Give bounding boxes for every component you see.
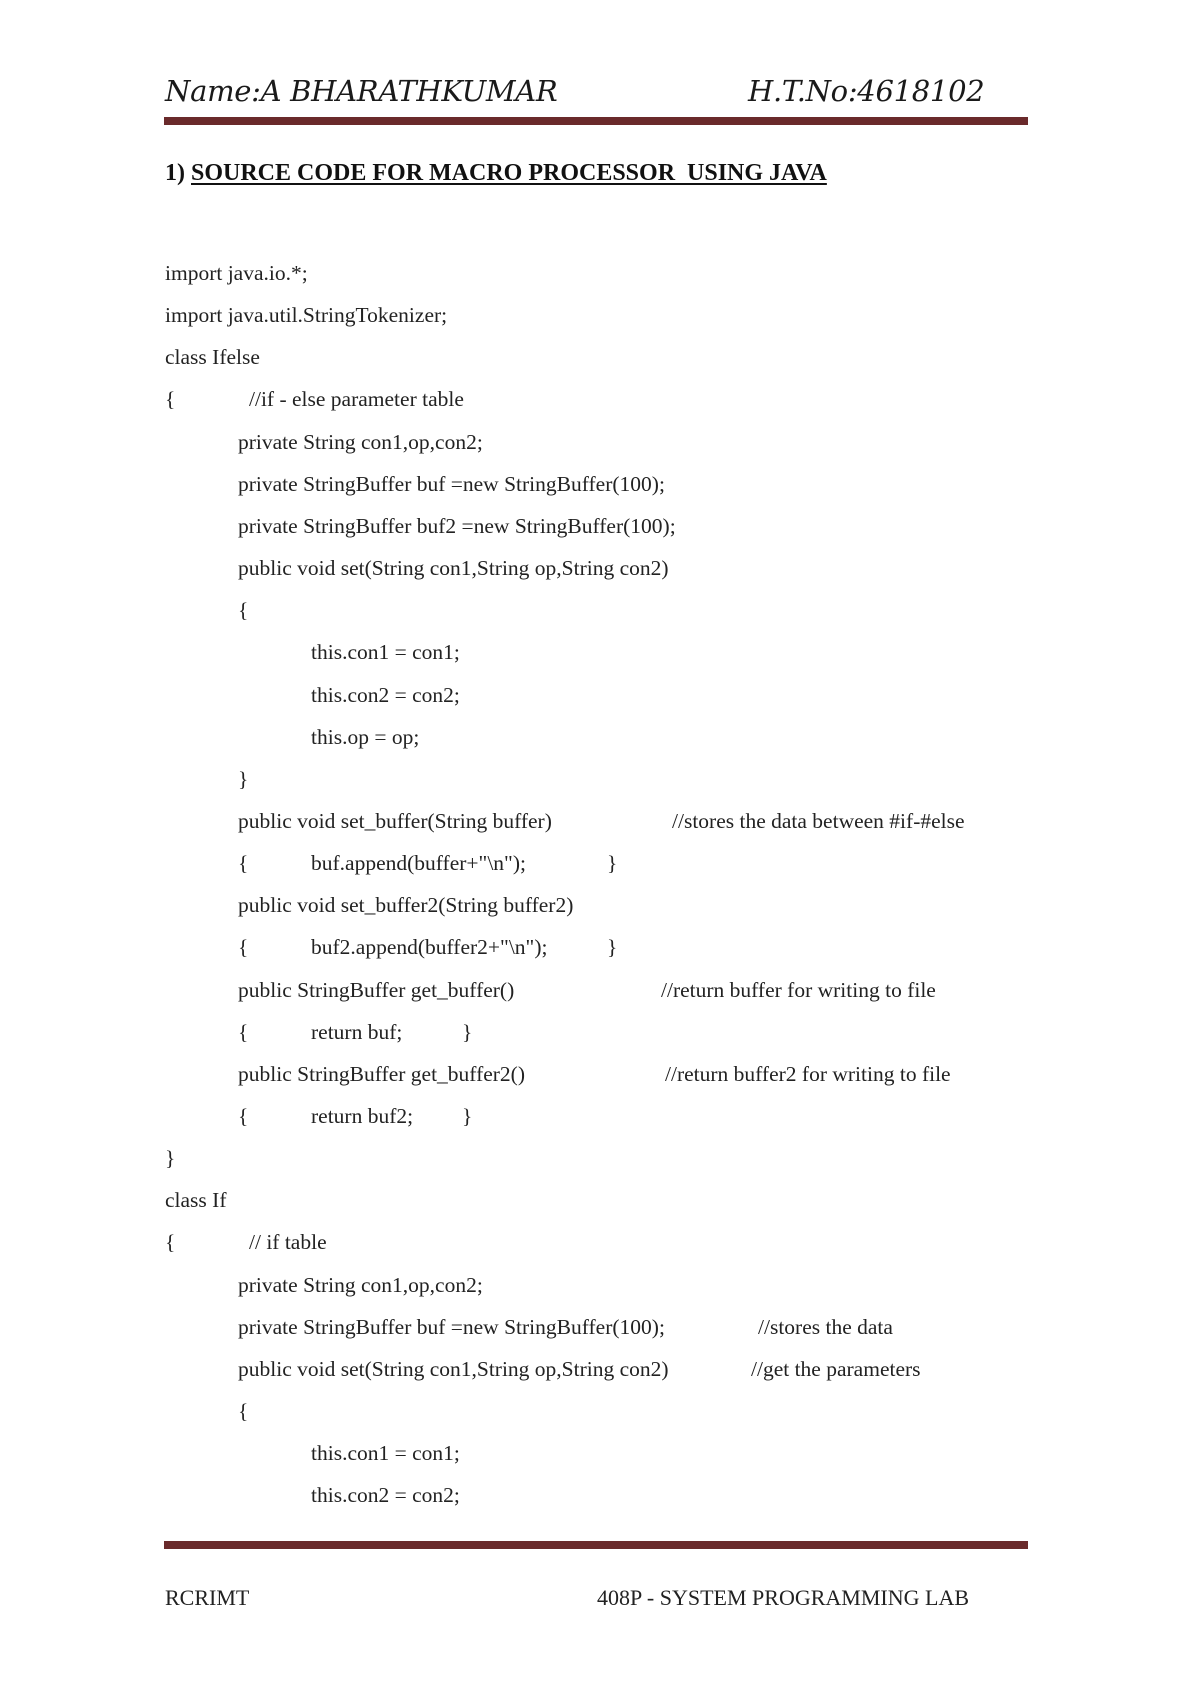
header-hall-ticket-number: H.T.No:4618102 — [748, 74, 985, 108]
code-line: private StringBuffer buf =new StringBuffer(100); — [238, 472, 665, 496]
code-line: public void set(String con1,String op,String con2) — [238, 556, 669, 580]
code-line: public StringBuffer get_buffer() — [238, 978, 515, 1002]
code-line: { — [238, 598, 249, 622]
code-comment: //return buffer2 for writing to file — [665, 1062, 951, 1086]
code-comment: // if table — [249, 1230, 327, 1254]
section-title-text: SOURCE CODE FOR MACRO PROCESSOR USING JAVA — [191, 160, 827, 186]
code-comment: //stores the data between #if-#else — [672, 809, 965, 833]
code-line: { — [238, 1399, 249, 1423]
code-line: public StringBuffer get_buffer2() — [238, 1062, 525, 1086]
code-line: import java.io.*; — [165, 261, 308, 285]
code-line-closing-brace: } — [607, 851, 618, 875]
code-line-closing-brace: } — [462, 1104, 473, 1128]
code-line: { — [165, 1230, 176, 1254]
code-line-inner-statement: buf.append(buffer+"\n"); — [311, 851, 526, 875]
code-line: class Ifelse — [165, 345, 260, 369]
code-line: { — [165, 387, 176, 411]
code-line-closing-brace: } — [607, 935, 618, 959]
code-comment: //get the parameters — [751, 1357, 921, 1381]
code-line-inner-statement: return buf2; — [311, 1104, 414, 1128]
code-comment: //return buffer for writing to file — [661, 978, 936, 1002]
code-line: private StringBuffer buf =new StringBuffer(100); — [238, 1315, 665, 1339]
code-line: private String con1,op,con2; — [238, 430, 483, 454]
code-line: this.con1 = con1; — [311, 1441, 460, 1465]
code-line: private StringBuffer buf2 =new StringBuffer(100); — [238, 514, 676, 538]
code-line: import java.util.StringTokenizer; — [165, 303, 448, 327]
code-line-closing-brace: } — [462, 1020, 473, 1044]
code-line: this.con1 = con1; — [311, 640, 460, 664]
code-line: public void set_buffer(String buffer) — [238, 809, 552, 833]
code-line: class If — [165, 1188, 227, 1212]
code-line: private String con1,op,con2; — [238, 1273, 483, 1297]
header-student-name: Name:A BHARATHKUMAR — [165, 74, 558, 108]
code-line: } — [165, 1146, 176, 1170]
code-line-inner-statement: return buf; — [311, 1020, 403, 1044]
code-line: public void set_buffer2(String buffer2) — [238, 893, 574, 917]
section-number: 1) — [165, 160, 185, 186]
code-line: this.op = op; — [311, 725, 420, 749]
footer-divider — [164, 1541, 1028, 1549]
code-line: this.con2 = con2; — [311, 683, 460, 707]
header-divider — [164, 117, 1028, 125]
code-line: { — [238, 1020, 249, 1044]
footer-institution: RCRIMT — [165, 1585, 250, 1610]
code-line: { — [238, 935, 249, 959]
code-line: public void set(String con1,String op,String con2) — [238, 1357, 669, 1381]
footer-course: 408P - SYSTEM PROGRAMMING LAB — [597, 1585, 970, 1610]
code-line: this.con2 = con2; — [311, 1483, 460, 1507]
code-comment: //if - else parameter table — [249, 387, 464, 411]
code-line: { — [238, 1104, 249, 1128]
code-comment: //stores the data — [758, 1315, 893, 1339]
section-title — [165, 160, 827, 187]
code-line-inner-statement: buf2.append(buffer2+"\n"); — [311, 935, 548, 959]
code-line: { — [238, 851, 249, 875]
code-line: } — [238, 767, 249, 791]
